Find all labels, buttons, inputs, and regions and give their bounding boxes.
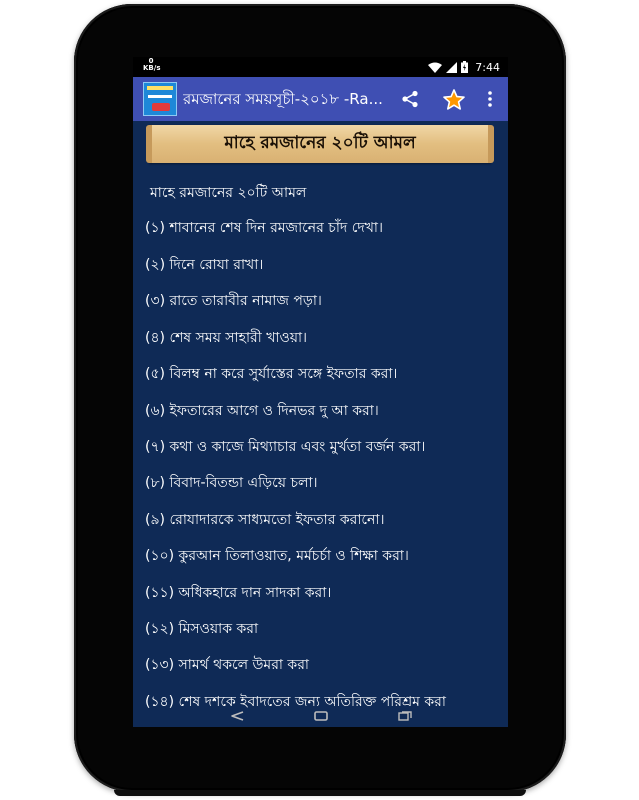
overflow-menu-icon [488,91,492,107]
overflow-menu-button[interactable] [480,77,500,121]
network-speed-unit: KB/s [143,64,161,72]
banner-title: মাহে রমজানের ২০টি আমল [224,133,416,153]
status-icons [428,59,500,75]
back-icon[interactable] [230,711,244,721]
list-item: (১০) কুরআন তিলাওয়াত, মর্মচর্চা ও শিক্ষা করা। [145,548,409,564]
signal-icon [446,62,457,73]
device-screen [133,57,508,727]
list-item: (১৪) শেষ দশকে ইবাদতের জন্য অতিরিক্ত পরিশ্রম করা [145,694,446,710]
share-button[interactable] [395,77,425,121]
star-icon [443,89,465,110]
list-item: (১২) মিসওয়াক করা [145,621,258,637]
network-speed-value: 0 [148,57,154,65]
navigation-bar [133,704,508,727]
app-bar [133,77,508,121]
list-item: (১১) অধিকহারে দান সাদকা করা। [145,585,332,601]
share-icon [401,90,419,108]
list-item: (৮) বিবাদ-বিতন্ডা এড়িয়ে চলা। [145,475,318,491]
wifi-icon [428,62,442,73]
list-item: (৭) কথা ও কাজে মিথ্যাচার এবং মুর্খতা বর্জন করা। [145,439,426,455]
list-item: (৩) রাতে তারাবীর নামাজ পড়া। [145,293,322,309]
network-speed [143,58,159,72]
battery-icon [461,61,468,73]
list-item: (৯) রোযাদারকে সাধ্যমতো ইফতার করানো। [145,512,385,528]
app-title: রমজানের সময়সূচী-২০১৮ -Ra... [183,90,383,108]
list-item: (২) দিনে রোযা রাখা। [145,257,264,273]
recents-icon[interactable] [398,711,412,721]
list-item: (১) শাবানের শেষ দিন রমজানের চাঁদ দেখা। [145,220,383,236]
status-bar [133,57,508,77]
list-item: (৬) ইফতারের আগে ও দিনভর দু আ করা। [145,403,379,419]
list-item: (১৩) সামর্থ থকলে উমরা করা [145,657,309,673]
clock: 7:44 [475,60,500,74]
header-banner [149,125,491,163]
home-icon[interactable] [314,711,328,721]
content-subtitle: মাহে রমজানের ২০টি আমল [150,185,307,201]
favorite-button[interactable] [437,77,471,121]
list-item: (৫) বিলম্ব না করে সুর্যাস্তের সঙ্গে ইফতার করা। [145,366,398,382]
list-item: (৪) শেষ সময় সাহারী খাওয়া। [145,330,308,346]
app-logo [143,82,177,116]
